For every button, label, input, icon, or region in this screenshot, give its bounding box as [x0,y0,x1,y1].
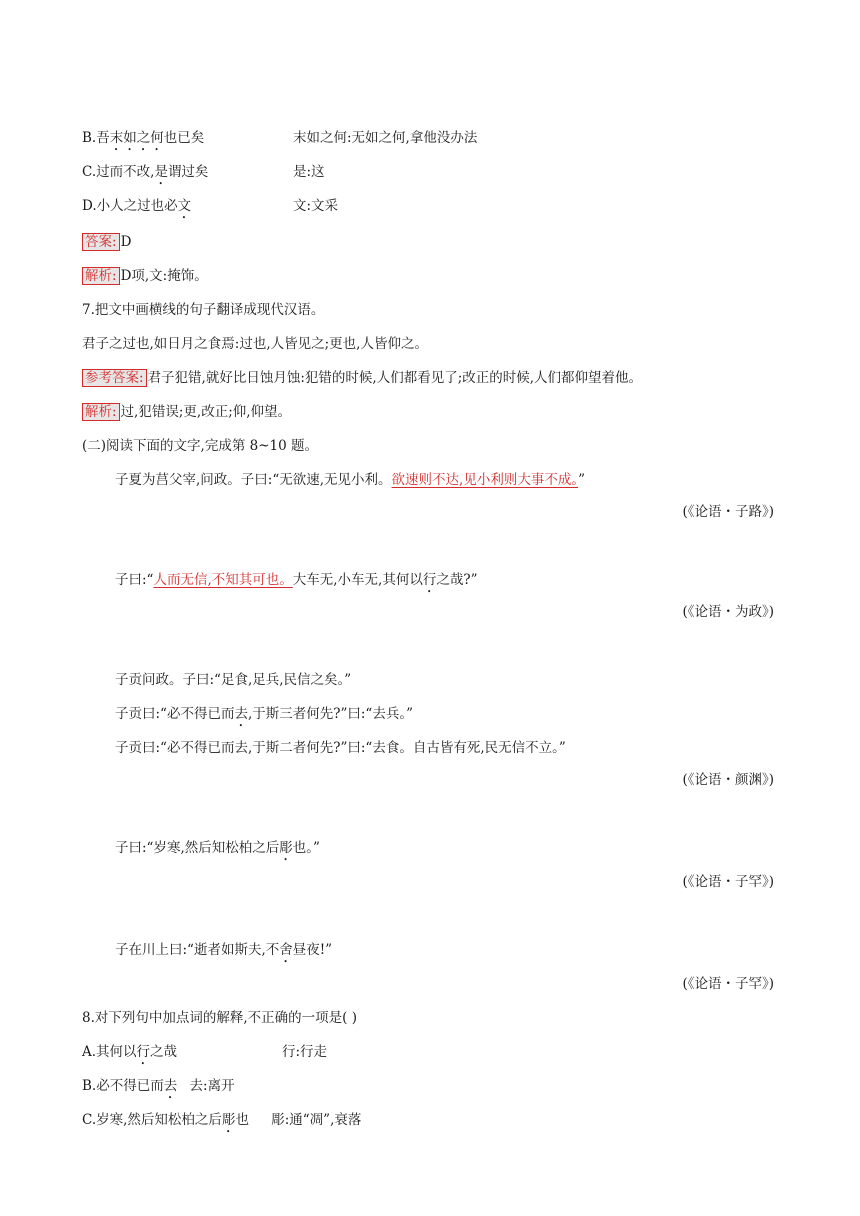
passage-text: 昼夜!” [292,942,333,958]
passage-3-line-2 [115,704,413,730]
answer-value: D [120,234,132,250]
option-c [82,162,208,188]
analysis-line [82,266,208,286]
passage-text: 子贡曰:“必不得已而 [115,706,235,722]
dotted-word: 彫 [279,840,293,856]
section-heading: (二)阅读下面的文字,完成第 8~10 题。 [82,438,318,454]
q8-option-b-gloss: 去:离开 [189,1078,235,1094]
option-text: 也 [235,1112,249,1128]
analysis-text: D项,文:掩饰。 [120,268,208,284]
option-text: 也已矣 [163,130,205,146]
passage-text: 子曰:“ [115,572,154,588]
passage-text: 之哉?” [436,572,478,588]
answer-line [82,232,131,252]
option-text: 谓过矣 [167,164,209,180]
passage-2 [115,570,477,596]
dotted-word: 文 [177,198,192,214]
reference-answer-line [82,368,642,388]
dotted-word: 彫 [221,1112,236,1128]
option-text: D.小人之过也必 [82,198,178,214]
q8-option-b [82,1076,235,1102]
analysis-line [82,402,291,422]
option-text: C.过而不改, [82,164,155,180]
option-c-gloss: 是:这 [293,164,325,180]
dotted-word: 行 [422,572,437,588]
reference-answer-tag: 参考答案: [82,369,147,387]
passage-text: 也。” [292,840,320,856]
analysis-text: 过,犯错误;更,改正;仰,仰望。 [120,404,292,420]
dotted-word: 去 [163,1078,178,1094]
passage-4 [115,838,320,864]
passage-5 [115,940,332,966]
q8-option-c [82,1110,361,1136]
passage-1 [115,470,585,490]
dotted-word: 行 [136,1044,151,1060]
passage-3-line-1: 子贡问政。子曰:“足食,足兵,民信之矣。” [115,672,352,688]
underlined-sentence: 人而无信,不知其可也。 [153,572,293,588]
passage-text: 大车无,小车无,其何以 [292,572,423,588]
passage-4-source: (《论语・子罕》) [682,874,774,890]
option-text: B.吾 [82,130,110,146]
option-d-gloss: 文:文采 [293,198,339,214]
passage-text: 子在川上曰:“逝者如斯夫,不 [115,942,280,958]
reference-answer-text: 君子犯错,就好比日蚀月蚀:犯错的时候,人们都看见了;改正的时候,人们都仰望着他。 [147,370,643,386]
passage-1-source: (《论语・子路》) [682,504,774,520]
passage-2-source: (《论语・为政》) [682,604,774,620]
dotted-word: 去 [234,706,248,722]
q8-option-a-gloss: 行:行走 [282,1044,328,1060]
dotted-word: 末如之何 [109,130,164,146]
passage-5-source: (《论语・子罕》) [682,976,774,992]
analysis-tag: 解析: [82,267,120,285]
passage-text: ,于斯三者何先?”曰:“去兵。” [247,706,413,722]
passage-3-line-3: 子贡曰:“必不得已而去,于斯二者何先?”曰:“去食。自古皆有死,民无信不立。” [115,740,566,756]
option-text: B.必不得已而 [82,1078,164,1094]
q8-option-a [82,1042,177,1068]
question-7-sentence: 君子之过也,如日月之食焉:过也,人皆见之;更也,人皆仰之。 [82,336,428,352]
option-text: A.其何以 [82,1044,137,1060]
underlined-sentence: 欲速则不达,见小利则大事不成。 [391,472,579,488]
dotted-word: 是 [154,164,168,180]
passage-text: ” [578,472,585,488]
analysis-tag: 解析: [82,403,120,421]
passage-text: 子夏为莒父宰,问政。子曰:“无欲速,无见小利。 [115,472,392,488]
question-7-stem: 7.把文中画横线的句子翻译成现代汉语。 [82,302,325,318]
option-text: C.岁寒,然后知松柏之后 [82,1112,222,1128]
option-b [82,128,204,154]
passage-3-source: (《论语・颜渊》) [682,772,774,788]
question-8-stem: 8.对下列句中加点词的解释,不正确的一项是( ) [82,1010,357,1026]
option-d [82,196,191,222]
dotted-word: 舍 [279,942,293,958]
option-text: 之哉 [150,1044,178,1060]
answer-tag: 答案: [82,233,120,251]
option-b-gloss: 末如之何:无如之何,拿他没办法 [293,130,478,146]
q8-option-c-gloss: 彫:通“凋”,衰落 [271,1112,362,1128]
passage-text: 子曰:“岁寒,然后知松柏之后 [115,840,280,856]
